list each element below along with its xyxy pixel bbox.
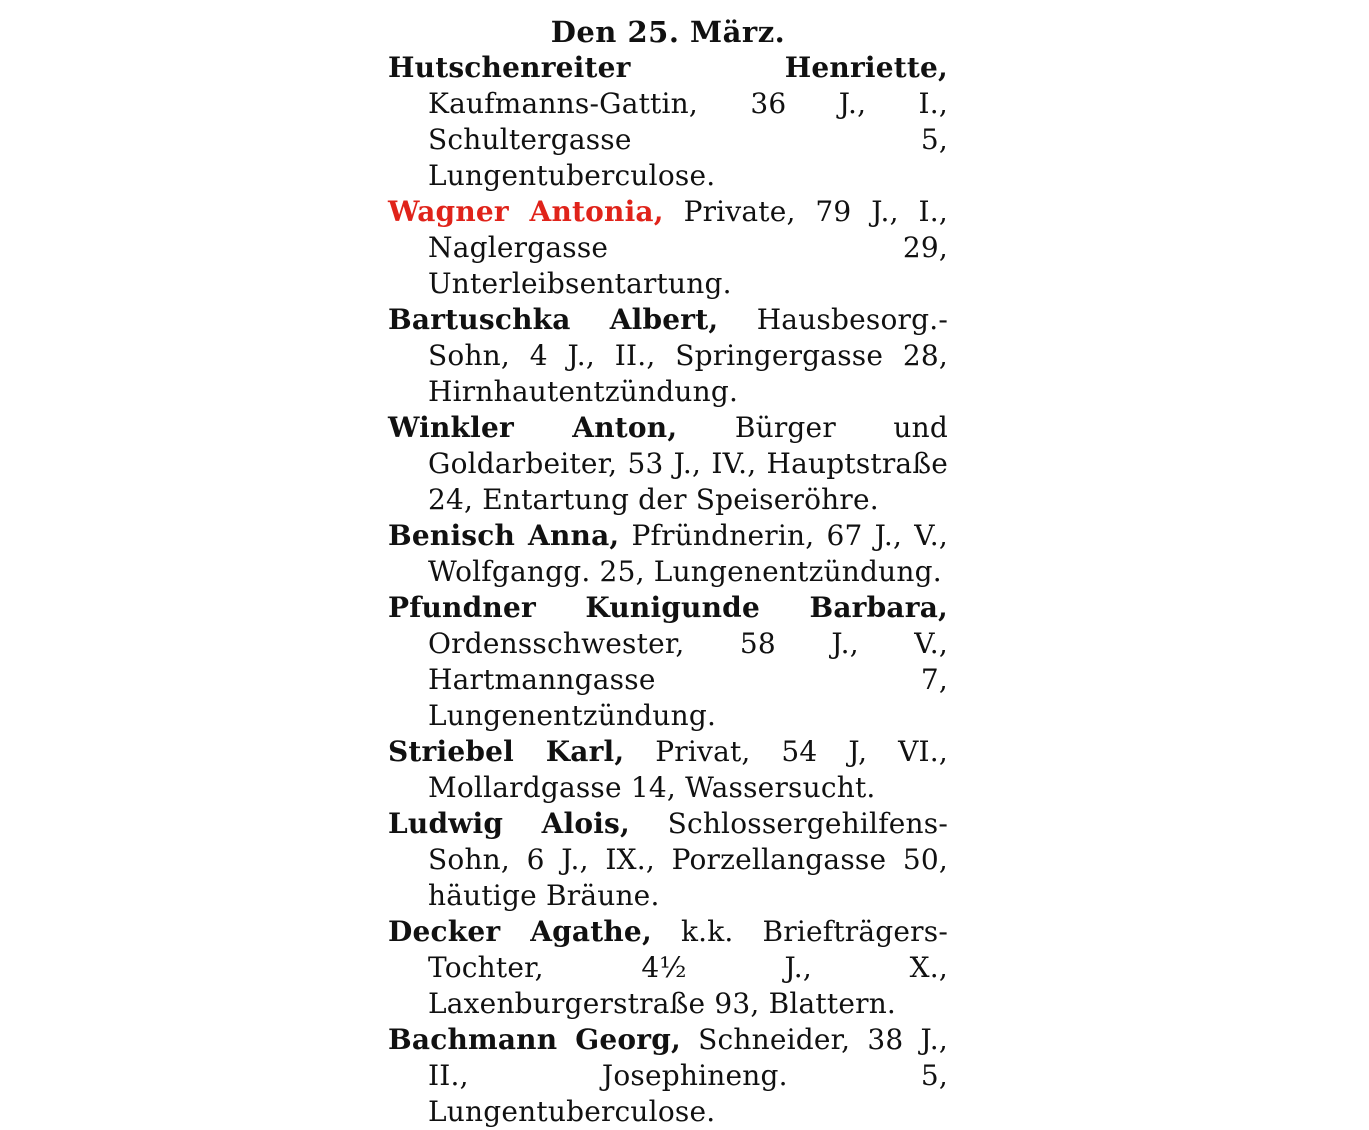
record-details: Ordensschwester, 58 J., V., Hartmanngasse 7, Lungenentzündung. bbox=[428, 627, 948, 732]
death-record-entry bbox=[388, 806, 948, 914]
deceased-name: Winkler Anton, bbox=[388, 411, 678, 444]
record-details: Kaufmanns-Gattin, 36 J., I., Schultergasse 5, Lungentuberculose. bbox=[428, 87, 948, 192]
record-details: k.k. Briefträgers-Tochter, 4½ J., X., Laxenburgerstraße 93, Blattern. bbox=[428, 915, 948, 1020]
record-details: Bürger und Goldarbeiter, 53 J., IV., Hauptstraße 24, Entartung der Speiseröhre. bbox=[428, 411, 948, 516]
record-details: Pfründnerin, 67 J., V., Wolfgangg. 25, Lungenentzündung. bbox=[428, 519, 948, 588]
deceased-name: Bachmann Georg, bbox=[388, 1023, 681, 1056]
death-record-entry bbox=[388, 410, 948, 518]
death-record-entry bbox=[388, 1022, 948, 1130]
deceased-name: Striebel Karl, bbox=[388, 735, 625, 768]
record-details: Privat, 54 J, VI., Mollardgasse 14, Wassersucht. bbox=[428, 735, 948, 804]
record-details: Hausbesorg.-Sohn, 4 J., II., Springergasse 28, Hirnhautentzündung. bbox=[428, 303, 948, 408]
death-record-entry bbox=[388, 302, 948, 410]
document-page bbox=[388, 14, 949, 1128]
deceased-name: Ludwig Alois, bbox=[388, 807, 630, 840]
death-record-entry-highlighted bbox=[388, 194, 948, 302]
date-heading: Den 25. März. bbox=[550, 15, 786, 49]
death-record-entry bbox=[388, 518, 948, 590]
record-details: Schneider, 38 J., II., Josephineng. 5, Lungentuberculose. bbox=[428, 1023, 949, 1128]
deceased-name-highlighted: Wagner Antonia, bbox=[388, 195, 664, 228]
record-details: Private, 79 J., I., Naglergasse 29, Unterleibsentartung. bbox=[428, 195, 949, 300]
death-record-entry bbox=[388, 590, 948, 734]
deceased-name: Hutschenreiter Henriette, bbox=[388, 51, 948, 84]
death-record-entry bbox=[388, 734, 948, 806]
deceased-name: Pfundner Kunigunde Barbara, bbox=[388, 591, 948, 624]
death-record-entry bbox=[388, 50, 948, 194]
record-details: Schlossergehilfens-Sohn, 6 J., IX., Porzellangasse 50, häutige Bräune. bbox=[428, 807, 948, 912]
deceased-name: Benisch Anna, bbox=[388, 519, 620, 552]
death-record-entry bbox=[388, 914, 948, 1022]
deceased-name: Decker Agathe, bbox=[388, 915, 652, 948]
deceased-name: Bartuschka Albert, bbox=[388, 303, 719, 336]
